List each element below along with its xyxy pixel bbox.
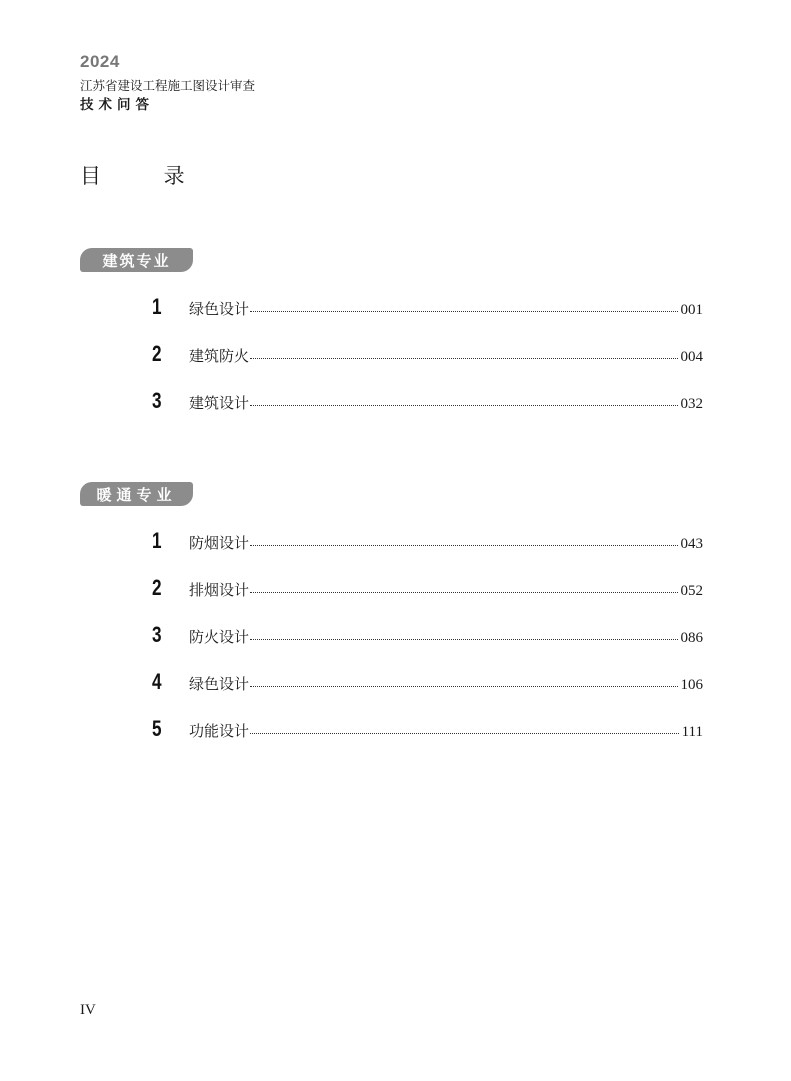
entry-number: 1 — [152, 528, 162, 553]
entry-label: 排烟设计 — [189, 581, 250, 599]
entry-page-number: 111 — [681, 724, 703, 740]
entry-label: 建筑设计 — [189, 394, 250, 412]
section-badge-hvac: 暖通专业 — [80, 482, 193, 506]
toc-entry[interactable] — [152, 622, 703, 669]
dot-leader — [250, 686, 677, 687]
toc-entry[interactable] — [152, 575, 703, 622]
entry-number: 3 — [152, 388, 162, 413]
toc-entry[interactable] — [152, 528, 703, 575]
header-year: 2024 — [80, 52, 120, 71]
entry-label: 建筑防火 — [189, 347, 250, 365]
entry-label: 防火设计 — [189, 628, 250, 646]
toc-entry[interactable] — [152, 294, 703, 341]
entry-number: 1 — [152, 294, 162, 319]
entry-number: 2 — [152, 575, 162, 600]
entry-label: 功能设计 — [189, 722, 250, 740]
dot-leader — [250, 545, 677, 546]
toc-entry[interactable] — [152, 341, 703, 388]
dot-leader — [250, 733, 679, 734]
entry-page-number: 086 — [680, 630, 703, 646]
entry-page-number: 052 — [680, 583, 703, 599]
entry-page-number: 106 — [680, 677, 703, 693]
dot-leader — [250, 639, 677, 640]
header-book-title: 江苏省建设工程施工图设计审查 — [80, 78, 256, 93]
dot-leader — [250, 311, 677, 312]
page-folio: IV — [80, 1002, 96, 1018]
entry-page-number: 004 — [680, 349, 703, 365]
toc-title: 目 录 — [80, 164, 213, 188]
entry-page-number: 032 — [680, 396, 703, 412]
toc-entry[interactable] — [152, 669, 703, 716]
entry-label: 绿色设计 — [189, 300, 250, 318]
entry-label: 绿色设计 — [189, 675, 250, 693]
dot-leader — [250, 592, 677, 593]
entry-page-number: 001 — [680, 302, 703, 318]
toc-section-hvac — [152, 528, 703, 763]
entry-page-number: 043 — [680, 536, 703, 552]
dot-leader — [250, 405, 677, 406]
section-badge-architecture: 建筑专业 — [80, 248, 193, 272]
entry-label: 防烟设计 — [189, 534, 250, 552]
entry-number: 3 — [152, 622, 162, 647]
toc-entry[interactable] — [152, 388, 703, 435]
entry-number: 2 — [152, 341, 162, 366]
entry-number: 4 — [152, 669, 162, 694]
dot-leader — [250, 358, 677, 359]
toc-entry[interactable] — [152, 716, 703, 763]
entry-number: 5 — [152, 716, 162, 741]
header-book-subtitle: 技术问答 — [80, 97, 154, 113]
toc-section-architecture — [152, 294, 703, 435]
